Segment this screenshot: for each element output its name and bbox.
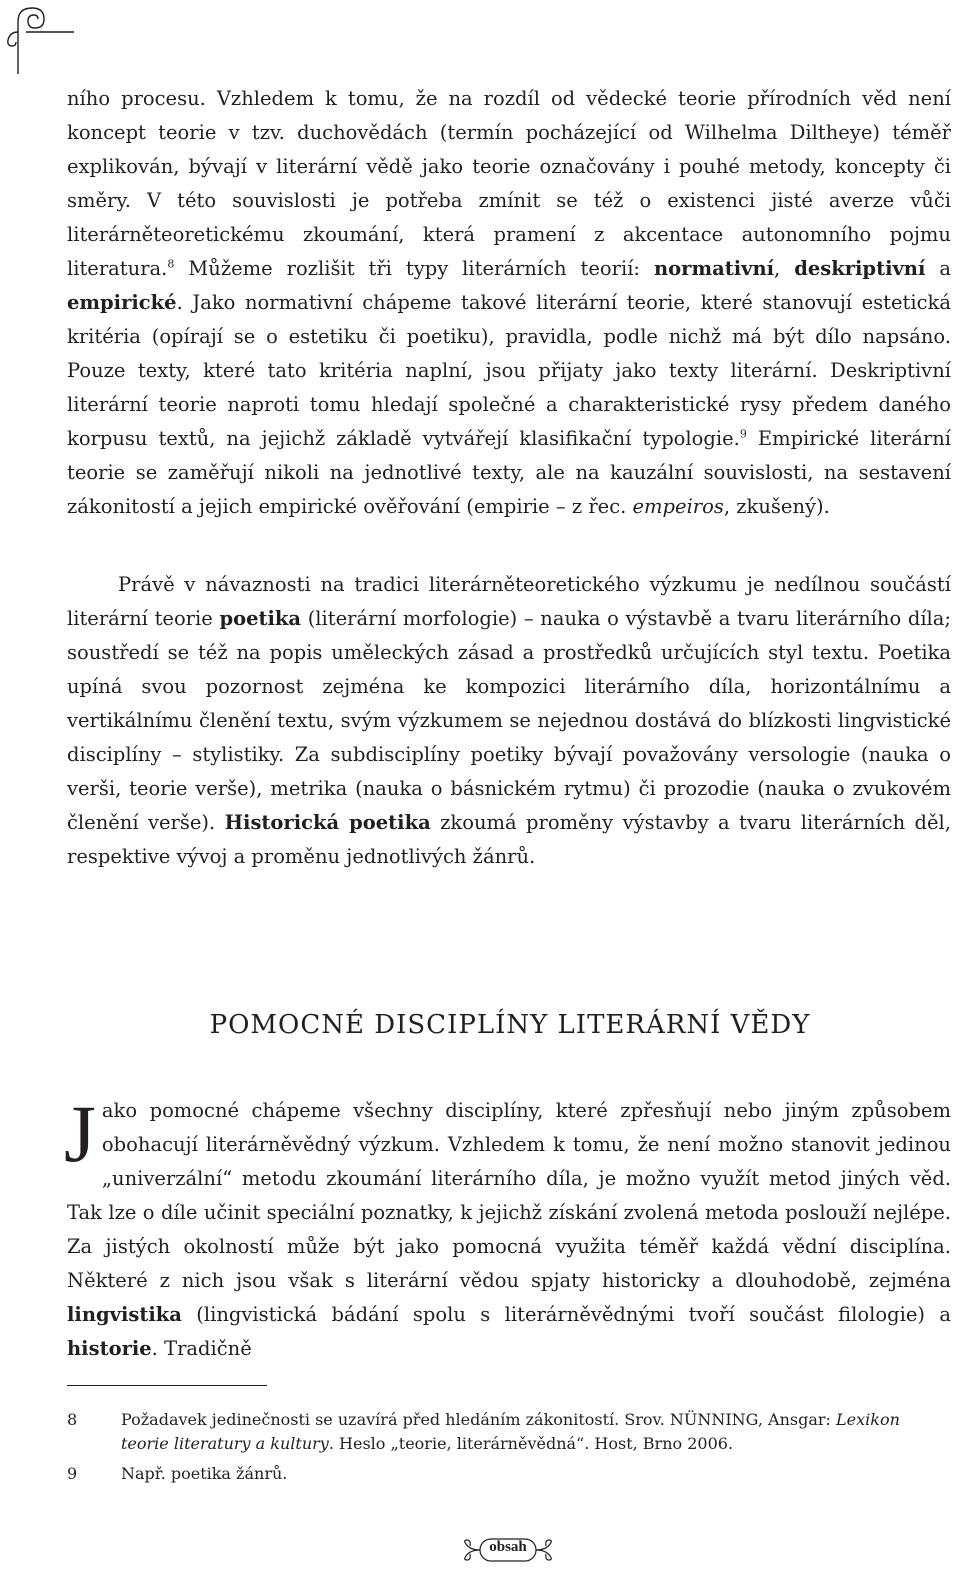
text-run: Empirické literární teorie se zaměřují nikoli na jednotlivé texty, ale na kauzální souvislosti, na sestavení zákonitostí a jejich empirické ověřování (empirie – z řec. <box>67 427 951 518</box>
footnote-text <box>121 1462 951 1486</box>
drop-cap: J <box>64 1088 96 1179</box>
paragraph-auxiliary-disciplines <box>64 1088 951 1366</box>
text-run: zkoumá proměny výstavby a tvaru literárních děl, respektive vývoj a proměnu jednotlivých žánrů. <box>67 811 951 868</box>
text-run: Požadavek jedinečnosti se uzavírá před hledáním zákonitostí. Srov. NÜNNING, Ansgar: <box>121 1410 837 1429</box>
term-poetika: poetika <box>219 607 302 630</box>
footnote-number: 8 <box>67 1410 78 1429</box>
term-historicka-poetika: Historická poetika <box>224 811 431 834</box>
text-run: . Heslo „teorie, literárněvědná“. Host, Brno 2006. <box>328 1434 734 1453</box>
term-historie: historie <box>67 1337 152 1360</box>
text-run: , <box>774 257 795 280</box>
text-run: Právě v návaznosti na tradici literárněteoretického výzkumu je nedílnou součástí literární teorie <box>67 573 951 630</box>
term-empiricke: empirické <box>67 291 177 314</box>
section-heading: POMOCNÉ DISCIPLÍNY LITERÁRNÍ VĚDY <box>209 1010 811 1040</box>
footnote-text <box>121 1408 951 1456</box>
paragraph-theory-types <box>67 82 951 524</box>
text-run: Můžeme rozlišit tři typy literárních teorií: <box>174 257 654 280</box>
term-empeiros: empeiros <box>632 495 724 518</box>
term-deskriptivni: deskriptivní <box>794 257 926 280</box>
text-run: (lingvistická bádání spolu s literárněvědnými tvoří součást filologie) a <box>181 1303 951 1326</box>
term-normativni: normativní <box>653 257 775 280</box>
text-run: a <box>925 257 951 280</box>
term-lingvistika: lingvistika <box>67 1303 182 1326</box>
corner-ornament-icon <box>0 0 80 80</box>
contents-link-label: obsah <box>489 1539 527 1555</box>
paragraph-poetika <box>67 568 951 874</box>
text-run: . Jako normativní chápeme takové literární teorie, které stanovují estetická kritéria (opírají se o estetiku či poetiku), pravidla, podle nichž má být dílo napsáno. Pouze texty, které tato kritéria naplní, jsou přijaty jako texty literární. Deskriptivní literární teorie naproti tomu hledají společné a charakteristické rysy předem daného korpusu textů, na jejichž základě vytvářejí klasifikační typologie. <box>67 291 951 450</box>
text-run: Např. poetika žánrů. <box>121 1464 288 1483</box>
text-run: . Tradičně <box>151 1337 252 1360</box>
footnote-number: 9 <box>67 1464 78 1483</box>
text-run: ního procesu. Vzhledem k tomu, že na rozdíl od vědecké teorie přírodních věd není koncept teorie v tzv. duchovědách (termín pocházející od Wilhelma Diltheye) téměř explikován, bývají v literární vědě jako teorie označovány i pouhé metody, koncepty či směry. V této souvislosti je potřeba zmínit se též o existenci jisté averze vůči literárněteoretickému zkoumání, která pramení z akcentace autonomního pojmu literatura. <box>67 87 951 280</box>
footnote-ref-8[interactable]: 8 <box>167 257 175 271</box>
text-run: , zkušený). <box>723 495 830 518</box>
footnote-divider <box>67 1385 267 1386</box>
contents-link-button[interactable] <box>458 1530 558 1570</box>
text-run: (literární morfologie) – nauka o výstavbě a tvaru literárního díla; soustředí se též na popis uměleckých zásad a prostředků určujících styl textu. Poetika upíná svou pozornost zejména ke kompozici literárního díla, horizontálnímu a vertikálnímu členění textu, svým výzkumem se nejednou dostává do blízkosti lingvistické disciplíny – stylistiky. Za subdisciplíny poetiky bývají považovány versologie (nauka o verši, teorie verše), metrika (nauka o básnickém rytmu) či prozodie (nauka o zvukovém členění verše). <box>67 607 951 834</box>
footnote-ref-9[interactable]: 9 <box>739 427 747 441</box>
book-title: Lexikon teorie literatury a kultury <box>121 1410 900 1453</box>
text-run: ako pomocné chápeme všechny disciplíny, které zpřesňují nebo jiným způsobem obohacují literárněvědný výzkum. Vzhledem k tomu, že není možno stanovit jedinou „univerzální“ metodu zkoumání literárního díla, je možno využít metod jiných věd. Tak lze o díle učinit speciální poznatky, k jejichž získání zvolená metoda poslouží nejlépe. Za jistých okolností může být jako pomocná využita téměř každá vědní disciplína. Některé z nich jsou však s literární vědou spjaty historicky a dlouhodobě, zejména <box>67 1099 951 1292</box>
